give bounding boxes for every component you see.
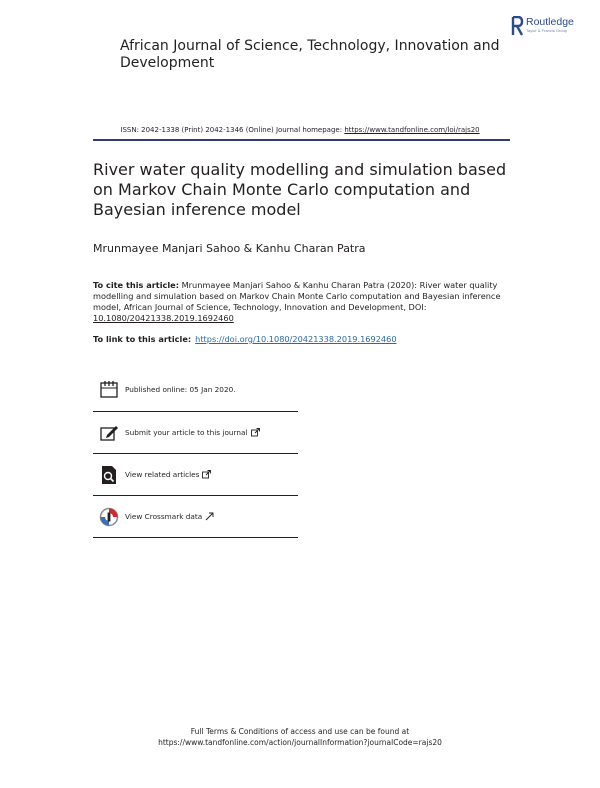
footer-terms-text: Full Terms & Conditions of access and use can be found at bbox=[190, 727, 410, 736]
article-link-line bbox=[93, 334, 397, 344]
publisher-name: Routledge bbox=[526, 16, 574, 28]
header-rule bbox=[93, 139, 510, 141]
crossmark-icon bbox=[99, 507, 119, 527]
external-link-icon bbox=[202, 470, 211, 479]
related-articles-link[interactable]: View related articles bbox=[125, 470, 200, 479]
article-title: River water quality modelling and simulation based on Markov Chain Monte Carlo computation and Bayesian inference model bbox=[93, 160, 507, 219]
published-row bbox=[93, 377, 298, 412]
footer bbox=[0, 726, 600, 748]
journal-title: African Journal of Science, Technology, Innovation and Development bbox=[120, 38, 500, 71]
citation-doi-link[interactable]: 10.1080/20421338.2019.1692460 bbox=[93, 313, 234, 323]
submit-row[interactable] bbox=[93, 412, 298, 454]
related-row[interactable] bbox=[93, 454, 298, 496]
footer-journal-info-link[interactable]: https://www.tandfonline.com/action/journalInformation?journalCode=rajs20 bbox=[158, 738, 442, 747]
crossmark-arrow-icon bbox=[205, 512, 214, 521]
external-link-icon bbox=[251, 428, 260, 437]
document-search-icon bbox=[99, 465, 119, 485]
published-date: Published online: 05 Jan 2020. bbox=[125, 385, 236, 394]
citation-label: To cite this article: bbox=[93, 280, 179, 290]
publisher-tagline: Taylor & Francis Group bbox=[526, 29, 568, 33]
link-label: To link to this article: bbox=[93, 334, 192, 344]
calendar-icon bbox=[99, 379, 119, 399]
citation bbox=[93, 280, 503, 324]
submit-article-link[interactable]: Submit your article to this journal bbox=[125, 428, 248, 437]
citation-text: Mrunmayee Manjari Sahoo & Kanhu Charan Patra (2020): River water quality modelling and simulation based on Markov Chain Monte Carlo computation and Bayesian inference model, African Journal of Science, Technology, Innovation and Development, DOI: bbox=[93, 280, 501, 312]
article-doi-link[interactable]: https://doi.org/10.1080/20421338.2019.1692460 bbox=[195, 334, 397, 344]
crossmark-link[interactable]: View Crossmark data bbox=[125, 512, 203, 521]
journal-homepage-link[interactable]: https://www.tandfonline.com/loi/rajs20 bbox=[344, 126, 480, 134]
crossmark-row[interactable] bbox=[93, 496, 298, 538]
issn-line bbox=[0, 126, 600, 134]
issn-text: ISSN: 2042-1338 (Print) 2042-1346 (Online) Journal homepage: bbox=[120, 126, 345, 134]
routledge-logo-icon bbox=[511, 16, 524, 36]
edit-icon bbox=[99, 423, 119, 443]
info-panel bbox=[93, 377, 298, 538]
authors: Mrunmayee Manjari Sahoo & Kanhu Charan Patra bbox=[93, 242, 366, 255]
